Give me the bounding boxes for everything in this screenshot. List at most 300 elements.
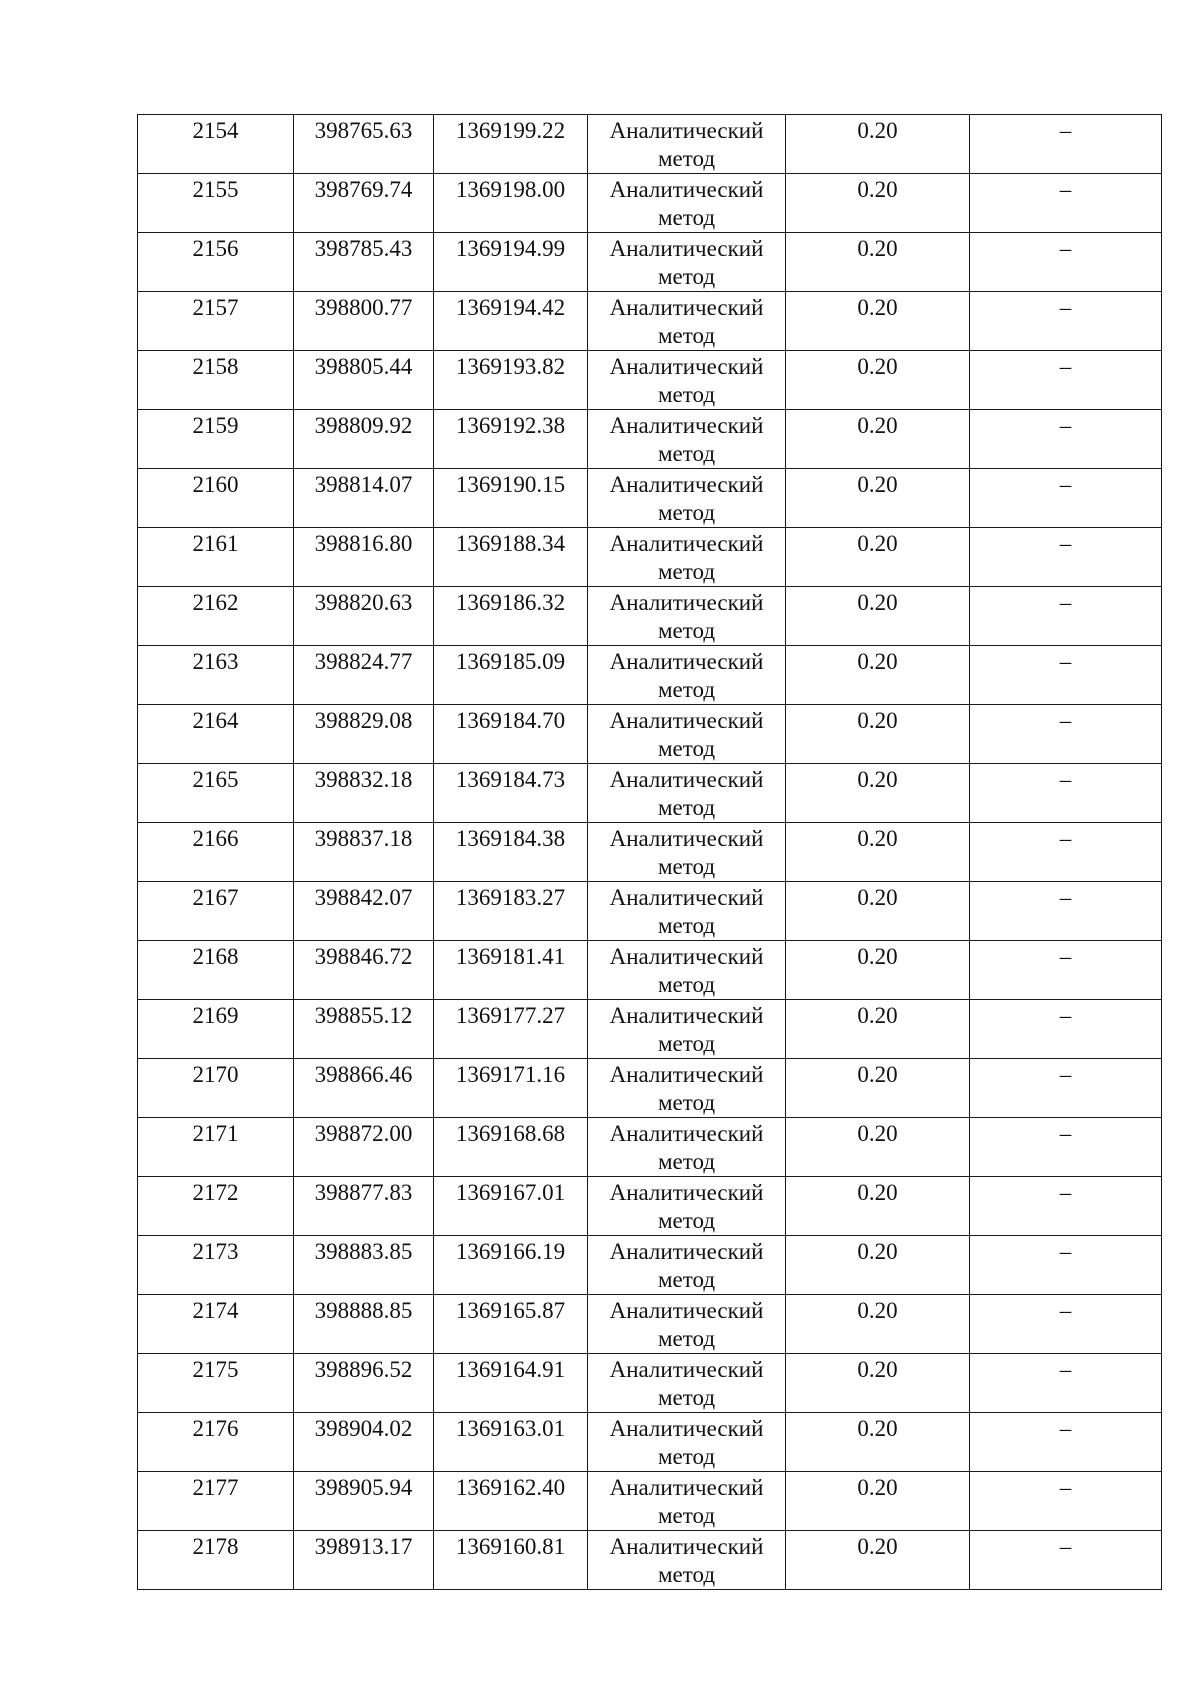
x-coordinate-cell xyxy=(294,646,434,705)
x-coordinate: 398820.63 xyxy=(314,590,413,615)
x-coordinate: 398832.18 xyxy=(314,767,413,792)
method-line-2: метод xyxy=(657,1090,716,1115)
method-line-2: метод xyxy=(657,854,716,879)
method-line-2: метод xyxy=(657,264,716,289)
x-coordinate-cell xyxy=(294,233,434,292)
method-line-1: Аналитический xyxy=(609,531,764,556)
table-row xyxy=(138,823,1162,882)
accuracy-value: 0.20 xyxy=(857,708,898,733)
point-number: 2154 xyxy=(192,118,239,143)
method-cell xyxy=(588,115,786,174)
point-number-cell xyxy=(138,1531,294,1590)
y-coordinate-cell xyxy=(434,1531,588,1590)
accuracy-cell xyxy=(786,705,970,764)
point-number: 2162 xyxy=(192,590,239,615)
accuracy-value: 0.20 xyxy=(857,826,898,851)
method-cell xyxy=(588,941,786,1000)
note-cell xyxy=(970,292,1162,351)
method-line-1: Аналитический xyxy=(609,1357,764,1382)
table-row xyxy=(138,941,1162,1000)
x-coordinate: 398896.52 xyxy=(314,1357,413,1382)
y-coordinate: 1369186.32 xyxy=(455,590,566,615)
y-coordinate: 1369163.01 xyxy=(455,1416,566,1441)
method-cell xyxy=(588,528,786,587)
note-cell xyxy=(970,1413,1162,1472)
y-coordinate-cell xyxy=(434,1295,588,1354)
accuracy-cell xyxy=(786,410,970,469)
y-coordinate-cell xyxy=(434,941,588,1000)
method-cell xyxy=(588,1295,786,1354)
method-line-1: Аналитический xyxy=(609,354,764,379)
accuracy-value: 0.20 xyxy=(857,531,898,556)
note-value: – xyxy=(1059,354,1072,379)
y-coordinate: 1369184.38 xyxy=(455,826,566,851)
accuracy-value: 0.20 xyxy=(857,177,898,202)
method-line-1: Аналитический xyxy=(609,1121,764,1146)
y-coordinate-cell xyxy=(434,1413,588,1472)
accuracy-value: 0.20 xyxy=(857,649,898,674)
method-line-1: Аналитический xyxy=(609,1003,764,1028)
note-value: – xyxy=(1059,531,1072,556)
note-cell xyxy=(970,1059,1162,1118)
accuracy-cell xyxy=(786,587,970,646)
y-coordinate: 1369160.81 xyxy=(455,1534,566,1559)
x-coordinate-cell xyxy=(294,764,434,823)
method-line-1: Аналитический xyxy=(609,944,764,969)
point-number: 2178 xyxy=(192,1534,239,1559)
table-row xyxy=(138,1059,1162,1118)
method-cell xyxy=(588,410,786,469)
x-coordinate-cell xyxy=(294,1059,434,1118)
x-coordinate-cell xyxy=(294,882,434,941)
accuracy-value: 0.20 xyxy=(857,590,898,615)
note-cell xyxy=(970,1295,1162,1354)
accuracy-cell xyxy=(786,1531,970,1590)
accuracy-cell xyxy=(786,764,970,823)
method-line-1: Аналитический xyxy=(609,236,764,261)
x-coordinate: 398769.74 xyxy=(314,177,413,202)
method-line-2: метод xyxy=(657,559,716,584)
note-cell xyxy=(970,351,1162,410)
note-value: – xyxy=(1059,1298,1072,1323)
accuracy-cell xyxy=(786,1177,970,1236)
y-coordinate-cell xyxy=(434,1177,588,1236)
method-cell xyxy=(588,1472,786,1531)
note-value: – xyxy=(1059,472,1072,497)
method-line-2: метод xyxy=(657,1031,716,1056)
accuracy-cell xyxy=(786,823,970,882)
method-cell xyxy=(588,646,786,705)
x-coordinate-cell xyxy=(294,174,434,233)
x-coordinate-cell xyxy=(294,410,434,469)
accuracy-value: 0.20 xyxy=(857,354,898,379)
table-row xyxy=(138,1295,1162,1354)
method-cell xyxy=(588,233,786,292)
note-value: – xyxy=(1059,118,1072,143)
method-cell xyxy=(588,882,786,941)
table-row xyxy=(138,1118,1162,1177)
y-coordinate-cell xyxy=(434,587,588,646)
method-cell xyxy=(588,1236,786,1295)
method-line-2: метод xyxy=(657,1503,716,1528)
method-line-1: Аналитический xyxy=(609,1298,764,1323)
table-row xyxy=(138,469,1162,528)
note-cell xyxy=(970,941,1162,1000)
accuracy-value: 0.20 xyxy=(857,1475,898,1500)
table-row xyxy=(138,1413,1162,1472)
note-value: – xyxy=(1059,1062,1072,1087)
table-row xyxy=(138,1236,1162,1295)
y-coordinate-cell xyxy=(434,1472,588,1531)
x-coordinate-cell xyxy=(294,1413,434,1472)
table-row xyxy=(138,292,1162,351)
x-coordinate: 398904.02 xyxy=(314,1416,413,1441)
note-cell xyxy=(970,764,1162,823)
point-number-cell xyxy=(138,1118,294,1177)
accuracy-cell xyxy=(786,1295,970,1354)
x-coordinate-cell xyxy=(294,1000,434,1059)
coordinates-table-body xyxy=(138,115,1162,1590)
point-number-cell xyxy=(138,410,294,469)
method-cell xyxy=(588,174,786,233)
x-coordinate: 398913.17 xyxy=(314,1534,413,1559)
x-coordinate: 398837.18 xyxy=(314,826,413,851)
x-coordinate-cell xyxy=(294,1531,434,1590)
y-coordinate-cell xyxy=(434,1059,588,1118)
table-row xyxy=(138,410,1162,469)
y-coordinate: 1369171.16 xyxy=(455,1062,566,1087)
note-cell xyxy=(970,410,1162,469)
point-number-cell xyxy=(138,528,294,587)
table-row xyxy=(138,1472,1162,1531)
x-coordinate: 398905.94 xyxy=(314,1475,413,1500)
point-number-cell xyxy=(138,587,294,646)
method-line-1: Аналитический xyxy=(609,590,764,615)
accuracy-value: 0.20 xyxy=(857,767,898,792)
note-cell xyxy=(970,1236,1162,1295)
method-line-1: Аналитический xyxy=(609,472,764,497)
point-number-cell xyxy=(138,1413,294,1472)
note-value: – xyxy=(1059,1239,1072,1264)
method-cell xyxy=(588,469,786,528)
method-line-1: Аналитический xyxy=(609,177,764,202)
accuracy-value: 0.20 xyxy=(857,118,898,143)
table-row xyxy=(138,1531,1162,1590)
point-number-cell xyxy=(138,1472,294,1531)
accuracy-value: 0.20 xyxy=(857,236,898,261)
x-coordinate: 398877.83 xyxy=(314,1180,413,1205)
note-cell xyxy=(970,646,1162,705)
accuracy-value: 0.20 xyxy=(857,1062,898,1087)
accuracy-cell xyxy=(786,646,970,705)
accuracy-value: 0.20 xyxy=(857,1003,898,1028)
method-cell xyxy=(588,351,786,410)
x-coordinate: 398816.80 xyxy=(314,531,413,556)
x-coordinate-cell xyxy=(294,1472,434,1531)
table-row xyxy=(138,705,1162,764)
method-line-2: метод xyxy=(657,441,716,466)
note-cell xyxy=(970,469,1162,528)
accuracy-value: 0.20 xyxy=(857,1298,898,1323)
point-number: 2160 xyxy=(192,472,239,497)
point-number: 2167 xyxy=(192,885,239,910)
accuracy-cell xyxy=(786,292,970,351)
y-coordinate: 1369181.41 xyxy=(455,944,566,969)
x-coordinate: 398765.63 xyxy=(314,118,413,143)
x-coordinate: 398814.07 xyxy=(314,472,413,497)
method-cell xyxy=(588,705,786,764)
note-cell xyxy=(970,115,1162,174)
point-number: 2165 xyxy=(192,767,239,792)
x-coordinate: 398809.92 xyxy=(314,413,413,438)
point-number-cell xyxy=(138,1295,294,1354)
x-coordinate-cell xyxy=(294,823,434,882)
accuracy-cell xyxy=(786,1472,970,1531)
method-line-2: метод xyxy=(657,382,716,407)
y-coordinate: 1369184.70 xyxy=(455,708,566,733)
table-row xyxy=(138,646,1162,705)
method-line-2: метод xyxy=(657,913,716,938)
accuracy-value: 0.20 xyxy=(857,1121,898,1146)
y-coordinate: 1369198.00 xyxy=(455,177,566,202)
point-number: 2156 xyxy=(192,236,239,261)
method-line-2: метод xyxy=(657,1444,716,1469)
method-line-1: Аналитический xyxy=(609,1416,764,1441)
point-number: 2159 xyxy=(192,413,239,438)
y-coordinate-cell xyxy=(434,646,588,705)
table-row xyxy=(138,1000,1162,1059)
note-cell xyxy=(970,1118,1162,1177)
accuracy-cell xyxy=(786,1000,970,1059)
method-line-2: метод xyxy=(657,323,716,348)
method-line-1: Аналитический xyxy=(609,767,764,792)
method-line-1: Аналитический xyxy=(609,1534,764,1559)
point-number: 2157 xyxy=(192,295,239,320)
point-number-cell xyxy=(138,174,294,233)
note-value: – xyxy=(1059,1121,1072,1146)
method-line-2: метод xyxy=(657,1267,716,1292)
x-coordinate: 398824.77 xyxy=(314,649,413,674)
method-line-2: метод xyxy=(657,618,716,643)
accuracy-value: 0.20 xyxy=(857,885,898,910)
note-value: – xyxy=(1059,1416,1072,1441)
method-line-2: метод xyxy=(657,677,716,702)
note-value: – xyxy=(1059,708,1072,733)
y-coordinate: 1369162.40 xyxy=(455,1475,566,1500)
method-line-2: метод xyxy=(657,972,716,997)
y-coordinate-cell xyxy=(434,174,588,233)
note-cell xyxy=(970,1354,1162,1413)
note-value: – xyxy=(1059,826,1072,851)
accuracy-value: 0.20 xyxy=(857,472,898,497)
accuracy-value: 0.20 xyxy=(857,295,898,320)
point-number-cell xyxy=(138,882,294,941)
method-cell xyxy=(588,823,786,882)
method-line-2: метод xyxy=(657,736,716,761)
method-line-2: метод xyxy=(657,146,716,171)
point-number-cell xyxy=(138,469,294,528)
method-cell xyxy=(588,1531,786,1590)
method-cell xyxy=(588,1413,786,1472)
y-coordinate-cell xyxy=(434,292,588,351)
note-cell xyxy=(970,705,1162,764)
point-number-cell xyxy=(138,823,294,882)
accuracy-cell xyxy=(786,1354,970,1413)
method-cell xyxy=(588,1059,786,1118)
accuracy-cell xyxy=(786,1118,970,1177)
x-coordinate-cell xyxy=(294,115,434,174)
note-cell xyxy=(970,1531,1162,1590)
x-coordinate: 398842.07 xyxy=(314,885,413,910)
y-coordinate: 1369184.73 xyxy=(455,767,566,792)
accuracy-cell xyxy=(786,1059,970,1118)
point-number-cell xyxy=(138,1059,294,1118)
y-coordinate: 1369177.27 xyxy=(455,1003,566,1028)
accuracy-value: 0.20 xyxy=(857,1416,898,1441)
x-coordinate: 398872.00 xyxy=(314,1121,413,1146)
note-cell xyxy=(970,1472,1162,1531)
x-coordinate: 398805.44 xyxy=(314,354,413,379)
y-coordinate-cell xyxy=(434,1354,588,1413)
method-line-1: Аналитический xyxy=(609,826,764,851)
y-coordinate-cell xyxy=(434,351,588,410)
y-coordinate-cell xyxy=(434,410,588,469)
x-coordinate-cell xyxy=(294,528,434,587)
method-line-1: Аналитический xyxy=(609,649,764,674)
y-coordinate: 1369193.82 xyxy=(455,354,566,379)
method-line-2: метод xyxy=(657,1326,716,1351)
point-number-cell xyxy=(138,115,294,174)
point-number-cell xyxy=(138,646,294,705)
method-cell xyxy=(588,587,786,646)
x-coordinate: 398829.08 xyxy=(314,708,413,733)
method-cell xyxy=(588,1000,786,1059)
note-value: – xyxy=(1059,1180,1072,1205)
note-value: – xyxy=(1059,649,1072,674)
method-line-1: Аналитический xyxy=(609,295,764,320)
note-cell xyxy=(970,1177,1162,1236)
accuracy-cell xyxy=(786,115,970,174)
point-number: 2161 xyxy=(192,531,239,556)
x-coordinate-cell xyxy=(294,1354,434,1413)
note-cell xyxy=(970,823,1162,882)
point-number-cell xyxy=(138,1177,294,1236)
method-line-1: Аналитический xyxy=(609,1475,764,1500)
point-number-cell xyxy=(138,233,294,292)
x-coordinate: 398866.46 xyxy=(314,1062,413,1087)
x-coordinate-cell xyxy=(294,1177,434,1236)
note-value: – xyxy=(1059,1003,1072,1028)
method-cell xyxy=(588,764,786,823)
x-coordinate: 398800.77 xyxy=(314,295,413,320)
method-cell xyxy=(588,1354,786,1413)
accuracy-cell xyxy=(786,882,970,941)
method-line-2: метод xyxy=(657,1208,716,1233)
method-line-1: Аналитический xyxy=(609,1062,764,1087)
point-number: 2177 xyxy=(192,1475,239,1500)
note-value: – xyxy=(1059,885,1072,910)
note-value: – xyxy=(1059,1475,1072,1500)
y-coordinate-cell xyxy=(434,528,588,587)
note-value: – xyxy=(1059,1357,1072,1382)
method-line-1: Аналитический xyxy=(609,413,764,438)
x-coordinate: 398883.85 xyxy=(314,1239,413,1264)
note-value: – xyxy=(1059,1534,1072,1559)
point-number-cell xyxy=(138,351,294,410)
y-coordinate-cell xyxy=(434,233,588,292)
note-value: – xyxy=(1059,295,1072,320)
y-coordinate-cell xyxy=(434,115,588,174)
accuracy-value: 0.20 xyxy=(857,944,898,969)
note-cell xyxy=(970,528,1162,587)
method-cell xyxy=(588,1118,786,1177)
point-number-cell xyxy=(138,705,294,764)
y-coordinate-cell xyxy=(434,1000,588,1059)
y-coordinate: 1369188.34 xyxy=(455,531,566,556)
point-number: 2170 xyxy=(192,1062,239,1087)
note-cell xyxy=(970,233,1162,292)
x-coordinate-cell xyxy=(294,705,434,764)
x-coordinate-cell xyxy=(294,1295,434,1354)
note-value: – xyxy=(1059,413,1072,438)
accuracy-value: 0.20 xyxy=(857,1239,898,1264)
table-row xyxy=(138,587,1162,646)
y-coordinate: 1369183.27 xyxy=(455,885,566,910)
x-coordinate: 398846.72 xyxy=(314,944,413,969)
point-number-cell xyxy=(138,764,294,823)
point-number: 2175 xyxy=(192,1357,239,1382)
method-line-2: метод xyxy=(657,795,716,820)
y-coordinate-cell xyxy=(434,882,588,941)
accuracy-cell xyxy=(786,1413,970,1472)
x-coordinate-cell xyxy=(294,351,434,410)
y-coordinate: 1369190.15 xyxy=(455,472,566,497)
x-coordinate: 398785.43 xyxy=(314,236,413,261)
point-number: 2168 xyxy=(192,944,239,969)
method-line-1: Аналитический xyxy=(609,1239,764,1264)
x-coordinate-cell xyxy=(294,1118,434,1177)
y-coordinate: 1369165.87 xyxy=(455,1298,566,1323)
y-coordinate: 1369194.99 xyxy=(455,236,566,261)
method-cell xyxy=(588,292,786,351)
note-cell xyxy=(970,1000,1162,1059)
x-coordinate-cell xyxy=(294,587,434,646)
table-row xyxy=(138,882,1162,941)
method-line-2: метод xyxy=(657,1385,716,1410)
point-number-cell xyxy=(138,941,294,1000)
table-row xyxy=(138,528,1162,587)
y-coordinate: 1369164.91 xyxy=(455,1357,566,1382)
method-line-1: Аналитический xyxy=(609,118,764,143)
point-number: 2166 xyxy=(192,826,239,851)
accuracy-cell xyxy=(786,528,970,587)
method-line-2: метод xyxy=(657,1149,716,1174)
point-number: 2176 xyxy=(192,1416,239,1441)
point-number-cell xyxy=(138,1354,294,1413)
y-coordinate-cell xyxy=(434,764,588,823)
y-coordinate: 1369166.19 xyxy=(455,1239,566,1264)
y-coordinate-cell xyxy=(434,1118,588,1177)
method-line-2: метод xyxy=(657,1562,716,1587)
method-line-1: Аналитический xyxy=(609,885,764,910)
x-coordinate-cell xyxy=(294,941,434,1000)
y-coordinate-cell xyxy=(434,469,588,528)
method-line-2: метод xyxy=(657,205,716,230)
y-coordinate: 1369167.01 xyxy=(455,1180,566,1205)
x-coordinate-cell xyxy=(294,1236,434,1295)
table-row xyxy=(138,174,1162,233)
note-value: – xyxy=(1059,944,1072,969)
